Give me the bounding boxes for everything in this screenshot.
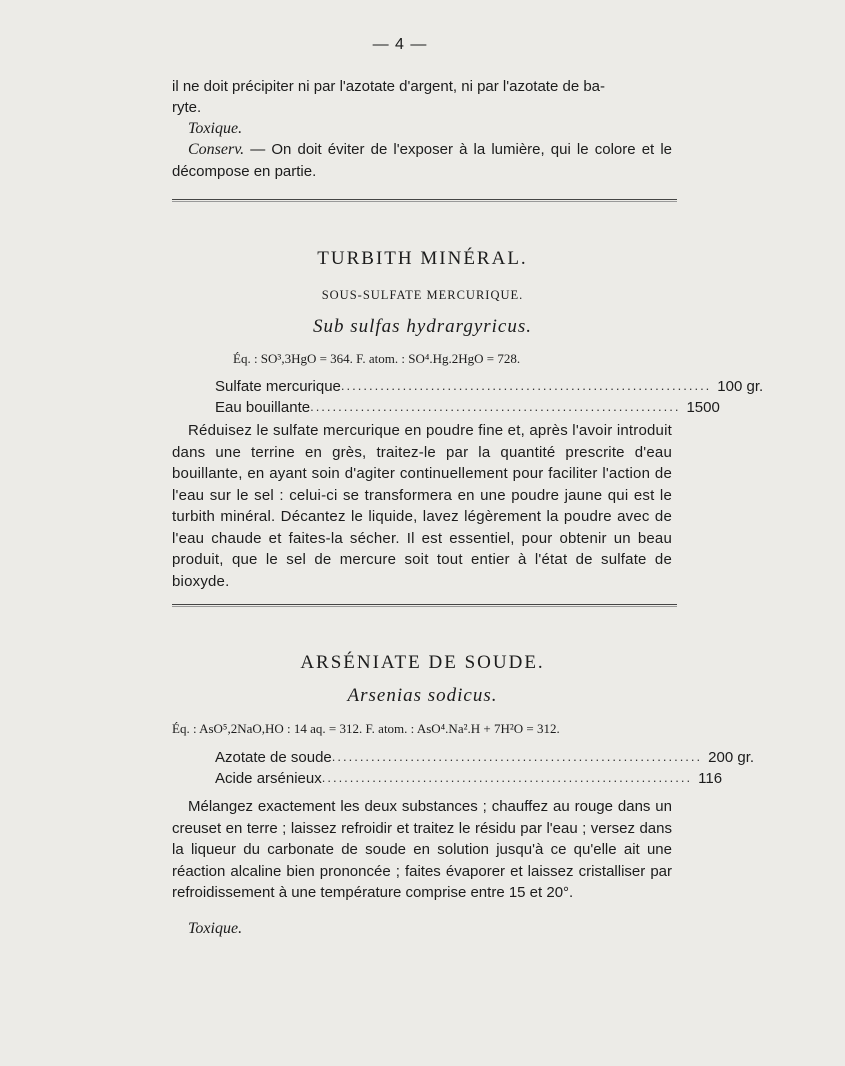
section2-toxique: Toxique. [188,920,243,937]
section1-ingredient-2 [215,399,720,416]
conserv-label: Conserv. [188,141,245,158]
conserv-text: — On doit éviter de l'exposer à la lumière, qui le colore et le décompose en partie. [172,141,672,180]
separator-rule-1 [172,199,677,202]
section1-latin: Sub sulfas hydrargyricus. [312,316,533,337]
leader-dots: .................................................................. [310,399,681,414]
ingredient-value: 200 gr. [708,749,755,766]
section1-subtitle: SOUS-SULFATE MERCURIQUE. [321,288,524,302]
intro-conserv [172,139,672,182]
section1-ingredient-1 [215,378,764,395]
ingredient-name: Azotate de soude [215,749,332,766]
leader-dots: .................................................................. [321,770,693,785]
intro-toxique: Toxique. [188,120,243,137]
separator-rule-2 [172,604,677,607]
leader-dots: .................................................................. [331,749,703,764]
section1-title: TURBITH MINÉRAL. [317,248,528,269]
ingredient-value: 116 [698,770,723,787]
section2-ingredient-1 [215,749,755,766]
ingredient-value: 100 gr. [717,378,764,395]
ingredient-name: Eau bouillante [215,399,311,416]
leader-dots: .................................................................. [340,378,712,393]
section2-paragraph: Mélangez exactement les deux substances ; chauffez au rouge dans un creuset en terre ; laissez refroidir et traitez le résidu par l'eau ; versez dans la liqueur du carbonate de soude en solution jusqu'à ce qu'elle ait une réaction alcaline bien prononcée ; faites évaporer et laissez cristalliser par refroidissement à une température comprise entre 15 et 20°. [172,798,672,901]
intro-line-2: ryte. [172,99,202,116]
section1-equation: Éq. : SO³,3HgO = 364. F. atom. : SO⁴.Hg.2HgO = 728. [233,351,521,366]
section2-ingredient-2 [215,770,723,787]
ingredient-value: 1500 [686,399,720,416]
ingredient-name: Sulfate mercurique [215,378,341,395]
page-number: — 4 — [372,36,428,53]
intro-line-1: il ne doit précipiter ni par l'azotate d'argent, ni par l'azotate de ba- [172,78,606,95]
ingredient-name: Acide arsénieux [215,770,322,787]
section1-paragraph: Réduisez le sulfate mercurique en poudre fine et, après l'avoir introduit dans une terrine en grès, traitez-le par la quantité prescrite d'eau bouillante, en ayant soin d'agiter continuellement pour faciliter l'action de l'eau sur le sel : celui-ci se transformera en une poudre jaune qui est le turbith minéral. Décantez le liquide, lavez légèrement la poudre avec de l'eau chaude et faites-la sécher. Il est essentiel, pour obtenir un beau produit, que le sel de mercure soit tout entier à l'état de sulfate de bioxyde. [172,422,672,590]
section2-title: ARSÉNIATE DE SOUDE. [300,652,545,673]
section2-latin: Arsenias sodicus. [347,685,498,706]
section2-equation: Éq. : AsO⁵,2NaO,HO : 14 aq. = 312. F. atom. : AsO⁴.Na².H + 7H²O = 312. [172,721,560,736]
